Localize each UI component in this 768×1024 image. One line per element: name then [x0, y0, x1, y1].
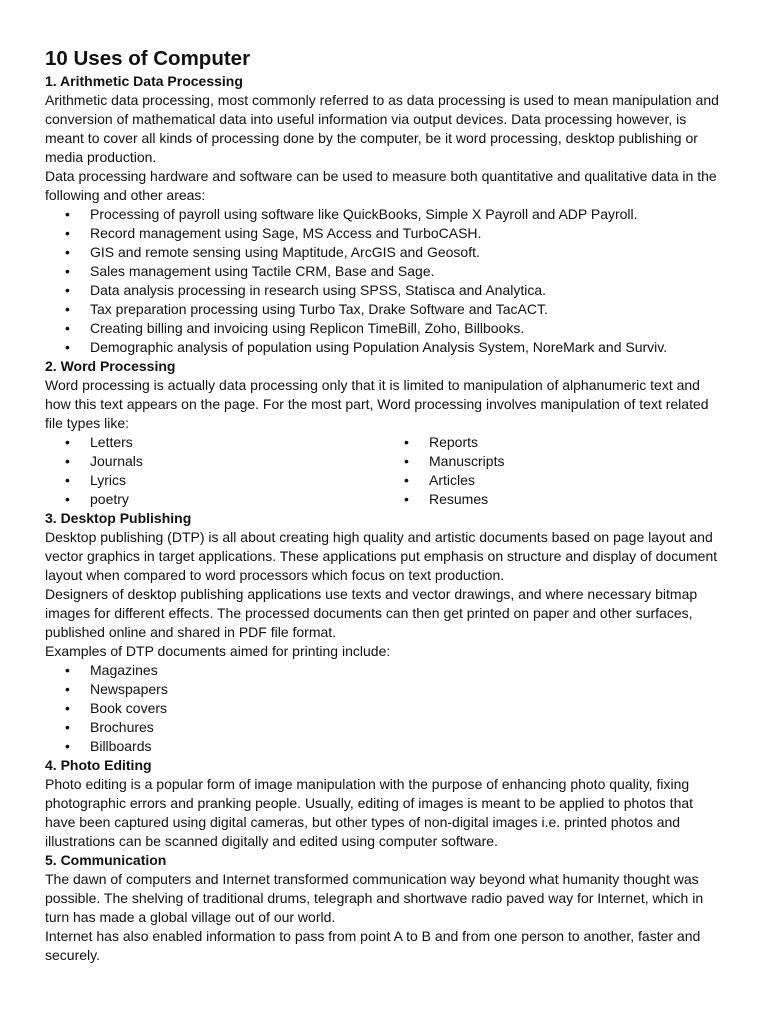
list-item: • Data analysis processing in research using SPSS, Statisca and Analytica.: [45, 281, 723, 300]
list-item: • Tax preparation processing using Turbo Tax, Drake Software and TacACT.: [45, 300, 723, 319]
document-title: 10 Uses of Computer: [45, 47, 251, 70]
list-item: • Brochures: [45, 718, 723, 737]
list-item: • Journals: [45, 452, 384, 471]
list-item: • Resumes: [384, 490, 723, 509]
section-communication: [45, 851, 723, 965]
list-item: • Manuscripts: [384, 452, 723, 471]
paragraph: Examples of DTP documents aimed for printing include:: [45, 643, 391, 659]
bullet-list: [45, 205, 723, 357]
section-word-processing: [45, 357, 723, 509]
bullet-list: [45, 661, 723, 756]
list-item: • Record management using Sage, MS Access and TurboCASH.: [45, 224, 723, 243]
list-item: • GIS and remote sensing using Maptitude, ArcGIS and Geosoft.: [45, 243, 723, 262]
section-desktop-publishing: [45, 509, 723, 756]
paragraph: Internet has also enabled information to pass from point A to B and from one person to another, faster and securely.: [45, 928, 701, 963]
section-heading: 1. Arithmetic Data Processing: [45, 73, 243, 89]
paragraph: Data processing hardware and software can be used to measure both quantitative and qualitative data in the following and other areas:: [45, 168, 717, 203]
list-item: • Articles: [384, 471, 723, 490]
section-heading: 5. Communication: [45, 852, 167, 868]
section-heading: 4. Photo Editing: [45, 757, 152, 773]
list-item: • Processing of payroll using software like QuickBooks, Simple X Payroll and ADP Payroll.: [45, 205, 723, 224]
list-item: • Book covers: [45, 699, 723, 718]
list-item: • Newspapers: [45, 680, 723, 699]
bullet-list-left: [45, 433, 384, 509]
bullet-list-right: [384, 433, 723, 509]
paragraph: Photo editing is a popular form of image manipulation with the purpose of enhancing photo quality, fixing photographic errors and pranking people. Usually, editing of images is meant to be applied to photos that have been captured using digital cameras, but other types of non-digital images i.e. printed photos and illustrations can be scanned digitally and edited using computer software.: [45, 776, 694, 849]
section-arithmetic-data-processing: [45, 72, 723, 357]
paragraph: Designers of desktop publishing applications use texts and vector drawings, and where necessary bitmap images for different effects. The processed documents can then get printed on paper and other surfaces, published online and shared in PDF file format.: [45, 586, 698, 640]
section-heading: 3. Desktop Publishing: [45, 510, 192, 526]
section-photo-editing: [45, 756, 723, 851]
list-item: • Billboards: [45, 737, 723, 756]
list-item: • Demographic analysis of population using Population Analysis System, NoreMark and Surviv.: [45, 338, 723, 357]
list-item: • Creating billing and invoicing using Replicon TimeBill, Zoho, Billbooks.: [45, 319, 723, 338]
list-item: • Magazines: [45, 661, 723, 680]
paragraph: The dawn of computers and Internet transformed communication way beyond what humanity thought was possible. The shelving of traditional drums, telegraph and shortwave radio paved way for Internet, which in turn has made a global village out of our world.: [45, 871, 704, 925]
two-column-list: [45, 433, 723, 509]
paragraph: Desktop publishing (DTP) is all about creating high quality and artistic documents based on page layout and vector graphics in target applications. These applications put emphasis on structure and display of document layout when compared to word processors which focus on text production.: [45, 529, 718, 583]
section-heading: 2. Word Processing: [45, 358, 176, 374]
list-item: • poetry: [45, 490, 384, 509]
list-item: • Letters: [45, 433, 384, 452]
list-item: • Lyrics: [45, 471, 384, 490]
paragraph: Word processing is actually data processing only that it is limited to manipulation of alphanumeric text and how this text appears on the page. For the most part, Word processing involves manipulation of text related file types like:: [45, 377, 709, 431]
paragraph: Arithmetic data processing, most commonly referred to as data processing is used to mean manipulation and conversion of mathematical data into useful information via output devices. Data processing however, is meant to cover all kinds of processing done by the computer, be it word processing, desktop publishing or media production.: [45, 92, 719, 165]
list-item: • Reports: [384, 433, 723, 452]
list-item: • Sales management using Tactile CRM, Base and Sage.: [45, 262, 723, 281]
